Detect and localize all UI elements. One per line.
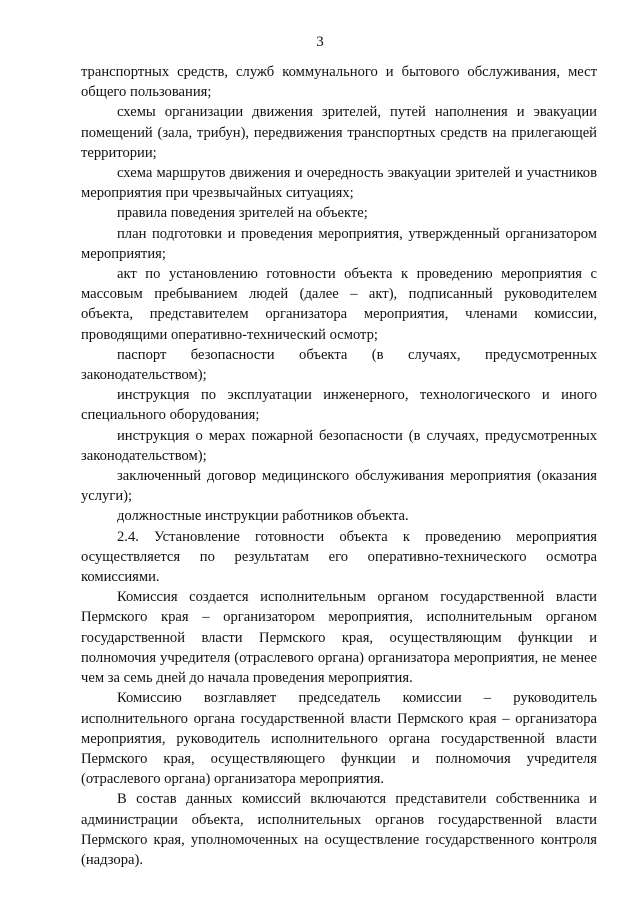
list-item-event-plan: план подготовки и проведения мероприятия, утвержденный организатором мероприятия; — [81, 225, 597, 262]
list-item-job-instructions: должностные инструкции работников объекта. — [117, 508, 409, 525]
paragraph-continuation: транспортных средств, служб коммунального и бытового обслуживания, мест общего пользования; — [81, 64, 597, 101]
commission-head-paragraph: Комиссию возглавляет председатель комиссии – руководитель исполнительного органа государственной власти Пермского края – организатора мероприятия, руководитель исполнительного органа государственной власти Пермского края, осуществляющего функции и полномочия учредителя (отраслевого органа) организатора мероприятия. — [81, 690, 597, 788]
list-item-equipment-instruction: инструкция по эксплуатации инженерного, технологического и иного специального оборудования; — [81, 387, 597, 424]
list-item-fire-safety-instruction: инструкция о мерах пожарной безопасности (в случаях, предусмотренных законодательством); — [81, 427, 597, 464]
list-item-behavior-rules: правила поведения зрителей на объекте; — [117, 205, 368, 222]
list-item-readiness-act: акт по установлению готовности объекта к проведению мероприятия с массовым пребыванием людей (далее – акт), подписанный руководителем объекта, представителем организатора мероприятия, членами комиссии, проводящими оперативно-технический осмотр; — [81, 266, 597, 343]
list-item-medical-contract: заключенный договор медицинского обслуживания мероприятия (оказания услуги); — [81, 468, 597, 505]
list-item-security-passport: паспорт безопасности объекта (в случаях, предусмотренных законодательством); — [81, 346, 597, 384]
document-body — [81, 62, 597, 870]
page-number: 3 — [316, 34, 324, 50]
list-item-traffic-schemes: схемы организации движения зрителей, путей наполнения и эвакуации помещений (зала, трибун), передвижения транспортных средств на прилегающей территории; — [81, 104, 597, 161]
section-2-4-paragraph: 2.4. Установление готовности объекта к проведению мероприятия осуществляется по результатам его оперативно-технического осмотра комиссиями. — [81, 528, 597, 586]
commission-composition-paragraph: В состав данных комиссий включаются представители собственника и администрации объекта, исполнительных органов государственной власти Пермского края, уполномоченных на осуществление государственного контроля (надзора). — [81, 791, 597, 868]
commission-creation-paragraph: Комиссия создается исполнительным органом государственной власти Пермского края – организатором мероприятия, исполнительным органом государственной власти Пермского края, осуществляющим функции и полномочия учредителя (отраслевого органа) организатора мероприятия, не менее чем за семь дней до начала проведения мероприятия. — [81, 589, 597, 687]
list-item-evacuation-scheme: схема маршрутов движения и очередность эвакуации зрителей и участников мероприятия при чрезвычайных ситуациях; — [81, 165, 597, 202]
